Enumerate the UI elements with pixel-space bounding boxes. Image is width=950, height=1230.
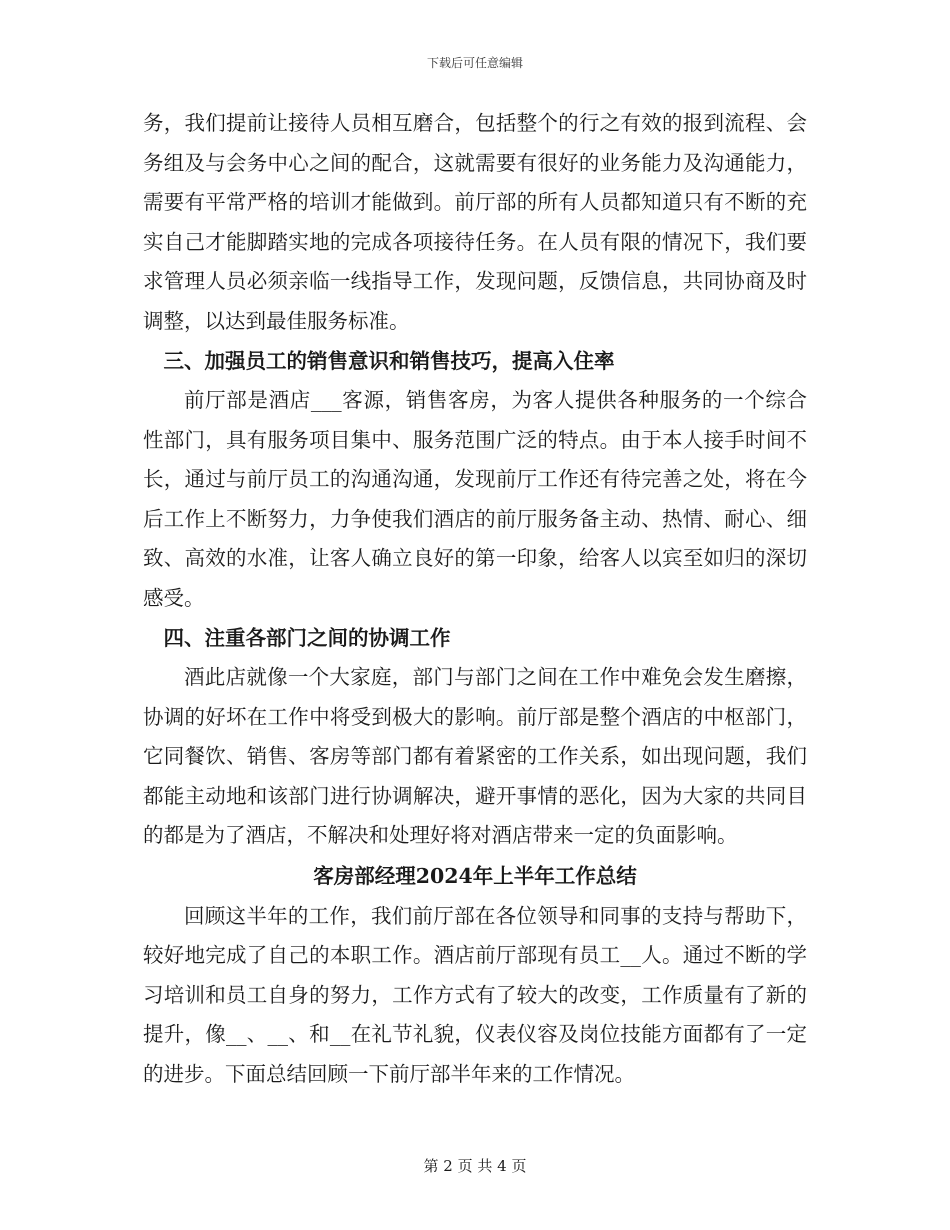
section-heading-4: 四、注重各部门之间的协调工作 (163, 626, 451, 650)
paragraph-continuation: 务，我们提前让接待人员相互磨合，包括整个的行之有效的报到流程、会务组及与会务中心之间的配合，这就需要有很好的业务能力及沟通能力，需要有平常严格的培训才能做到。前厅部的所有人员都知道只有不断的充实自己才能脚踏实地的完成各项接待任务。在人员有限的情况下，我们要求管理人员必须亲临一线指导工作，发现问题，反馈信息，共同协商及时调整，以达到最佳服务标准。 (143, 111, 807, 333)
page-number: 第 2 页 共 4 页 (423, 1157, 527, 1175)
document-title: 客房部经理2024年上半年工作总结 (313, 863, 637, 888)
section-heading-3: 三、加强员工的销售意识和销售技巧，提高入住率 (163, 349, 615, 373)
document-body (143, 104, 807, 1094)
page-header: 下载后可任意编辑 (426, 56, 523, 70)
paragraph-sales: 前厅部是酒店___客源，销售客房，为客人提供各种服务的一个综合性部门，具有服务项目集中、服务范围广泛的特点。由于本人接手时间不长，通过与前厅员工的沟通沟通，发现前厅工作还有待完善之处，将在今后工作上不断努力，力争使我们酒店的前厅服务备主动、热情、耐心、细致、高效的水准，让客人确立良好的第一印象，给客人以宾至如归的深切感受。 (143, 388, 807, 610)
paragraph-coordination: 酒此店就像一个大家庭，部门与部门之间在工作中难免会发生磨擦，协调的好坏在工作中将受到极大的影响。前厅部是整个酒店的中枢部门，它同餐饮、销售、客房等部门都有着紧密的工作关系，如出现问题，我们都能主动地和该部门进行协调解决，避开事情的恶化，因为大家的共同目的都是为了酒店，不解决和处理好将对酒店带来一定的负面影响。 (143, 665, 807, 847)
paragraph-review: 回顾这半年的工作，我们前厅部在各位领导和同事的支持与帮助下，较好地完成了自己的本职工作。酒店前厅部现有员工__人。通过不断的学习培训和员工自身的努力，工作方式有了较大的改变，工作质量有了新的提升，像__、__、和__在礼节礼貌，仪表仪容及岗位技能方面都有了一定的进步。下面总结回顾一下前厅部半年来的工作情况。 (143, 903, 807, 1086)
